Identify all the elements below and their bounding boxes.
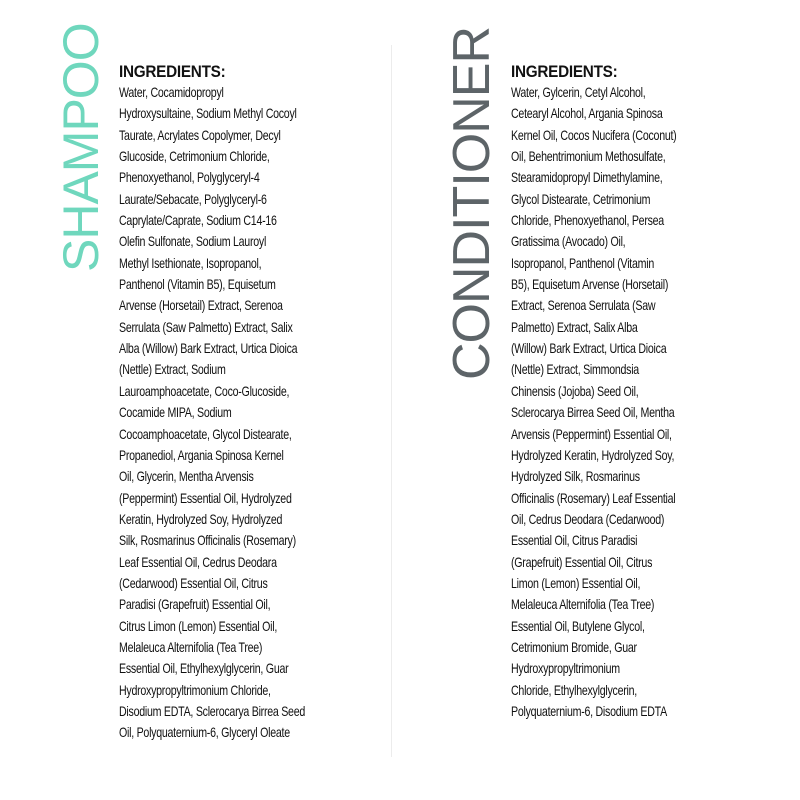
ingredient-line: Hydrolyzed Silk, Rosmarinus [511, 468, 640, 485]
ingredient-line: Oil, Behentrimonium Methosulfate, [511, 148, 666, 165]
ingredient-line: Hydroxypropyltrimonium [511, 660, 620, 677]
ingredient-line: Glucoside, Cetrimonium Chloride, [119, 148, 270, 165]
shampoo-ingredients-panel [119, 62, 355, 744]
ingredient-line: Silk, Rosmarinus Officinalis (Rosemary) [119, 532, 296, 549]
conditioner-title: CONDITIONER [443, 27, 501, 380]
ingredient-line: Gratissima (Avocado) Oil, [511, 233, 626, 250]
ingredient-line: Sclerocarya Birrea Seed Oil, Mentha [511, 404, 675, 421]
ingredient-line: Palmetto) Extract, Salix Alba [511, 318, 638, 335]
ingredient-line: Hydrolyzed Keratin, Hydrolyzed Soy, [511, 446, 675, 463]
ingredient-line: Paradisi (Grapefruit) Essential Oil, [119, 596, 271, 613]
ingredient-line: Oil, Glycerin, Mentha Arvensis [119, 468, 254, 485]
ingredient-line: Cocoamphoacetate, Glycol Distearate, [119, 425, 292, 442]
ingredient-line: Caprylate/Caprate, Sodium C14-16 [119, 212, 277, 229]
ingredient-line: (Nettle) Extract, Simmondsia [511, 361, 639, 378]
ingredient-line: Extract, Serenoa Serrulata (Saw [511, 297, 656, 314]
conditioner-ingredients-panel [511, 62, 735, 722]
ingredient-line: B5), Equisetum Arvense (Horsetail) [511, 276, 669, 293]
ingredient-line: Serrulata (Saw Palmetto) Extract, Salix [119, 318, 293, 335]
ingredient-line: Propanediol, Argania Spinosa Kernel [119, 446, 284, 463]
ingredient-line: Lauroamphoacetate, Coco-Glucoside, [119, 382, 290, 399]
shampoo-ingredients-list [119, 82, 355, 744]
ingredient-line: Essential Oil, Butylene Glycol, [511, 617, 645, 634]
ingredient-line: Alba (Willow) Bark Extract, Urtica Dioica [119, 340, 298, 357]
ingredient-line: Hydroxypropyltrimonium Chloride, [119, 681, 271, 698]
ingredient-line: Olefin Sulfonate, Sodium Lauroyl [119, 233, 267, 250]
ingredient-line: Limon (Lemon) Essential Oil, [511, 574, 641, 591]
ingredient-line: Panthenol (Vitamin B5), Equisetum [119, 276, 276, 293]
ingredient-line: Oil, Cedrus Deodara (Cedarwood) [511, 510, 665, 527]
ingredient-line: (Nettle) Extract, Sodium [119, 361, 226, 378]
ingredient-line: Glycol Distearate, Cetrimonium [511, 190, 651, 207]
ingredient-line: Methyl Isethionate, Isopropanol, [119, 254, 262, 271]
column-divider [391, 45, 392, 757]
ingredient-line: Kernel Oil, Cocos Nucifera (Coconut) [511, 126, 677, 143]
shampoo-ingredients-heading: INGREDIENTS: [119, 62, 226, 81]
ingredient-line: Cetearyl Alcohol, Argania Spinosa [511, 105, 663, 122]
ingredient-line: Isopropanol, Panthenol (Vitamin [511, 254, 654, 271]
ingredient-line: Hydroxysultaine, Sodium Methyl Cocoyl [119, 105, 297, 122]
ingredient-line: Laurate/Sebacate, Polyglyceryl-6 [119, 190, 267, 207]
ingredient-line: Leaf Essential Oil, Cedrus Deodara [119, 553, 277, 570]
ingredient-line: Chloride, Ethylhexylglycerin, [511, 681, 637, 698]
ingredient-line: Citrus Limon (Lemon) Essential Oil, [119, 617, 278, 634]
ingredient-line: Cetrimonium Bromide, Guar [511, 638, 637, 655]
ingredient-line: Phenoxyethanol, Polyglyceryl-4 [119, 169, 260, 186]
ingredient-line: Essential Oil, Ethylhexylglycerin, Guar [119, 660, 289, 677]
ingredient-line: Polyquaternium-6, Disodium EDTA [511, 702, 667, 719]
ingredient-line: Arvensis (Peppermint) Essential Oil, [511, 425, 672, 442]
ingredient-line: Water, Gylcerin, Cetyl Alcohol, [511, 84, 646, 100]
conditioner-ingredients-list [511, 82, 735, 722]
ingredient-line: Cocamide MIPA, Sodium [119, 404, 232, 421]
ingredient-line: Essential Oil, Citrus Paradisi [511, 532, 638, 549]
shampoo-title: SHAMPOO [53, 23, 109, 272]
ingredient-line: Arvense (Horsetail) Extract, Serenoa [119, 297, 283, 314]
ingredient-line: (Willow) Bark Extract, Urtica Dioica [511, 340, 667, 357]
ingredient-line: Taurate, Acrylates Copolymer, Decyl [119, 126, 281, 143]
ingredient-line: Disodium EDTA, Sclerocarya Birrea Seed [119, 702, 306, 719]
conditioner-ingredients-heading: INGREDIENTS: [511, 62, 618, 81]
ingredient-line: Oil, Polyquaternium-6, Glyceryl Oleate [119, 724, 290, 741]
ingredient-line: Keratin, Hydrolyzed Soy, Hydrolyzed [119, 510, 283, 527]
ingredient-line: Melaleuca Alternifolia (Tea Tree) [119, 638, 263, 655]
ingredient-line: (Grapefruit) Essential Oil, Citrus [511, 553, 653, 570]
ingredient-line: Water, Cocamidopropyl [119, 84, 224, 100]
ingredient-line: Melaleuca Alternifolia (Tea Tree) [511, 596, 655, 613]
ingredient-line: (Cedarwood) Essential Oil, Citrus [119, 574, 268, 591]
ingredient-line: (Peppermint) Essential Oil, Hydrolyzed [119, 489, 292, 506]
ingredient-line: Chloride, Phenoxyethanol, Persea [511, 212, 664, 229]
ingredient-line: Stearamidopropyl Dimethylamine, [511, 169, 663, 186]
ingredient-line: Chinensis (Jojoba) Seed Oil, [511, 382, 639, 399]
ingredient-line: Officinalis (Rosemary) Leaf Essential [511, 489, 676, 506]
